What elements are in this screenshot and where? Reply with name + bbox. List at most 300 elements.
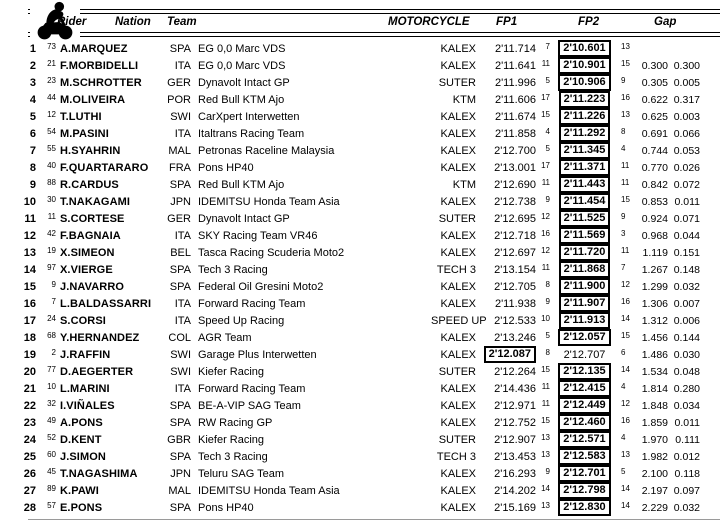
position-cell: 28 [23,502,36,514]
rider-name-cell: A.MARQUEZ [60,43,128,55]
gap-to-prev-cell: 0.072 [673,179,700,191]
best-lap-time: 2'11.913 [559,312,611,329]
motorcycle-cell: KALEX [440,162,476,174]
gap-to-prev-cell: 0.111 [675,434,700,446]
table-row [0,228,722,245]
rider-number-cell: 40 [47,160,56,170]
lap-time: 2'12.707 [563,349,606,361]
rider-name-cell: D.KENT [60,434,102,446]
table-row [0,313,722,330]
team-cell: EG 0,0 Marc VDS [198,43,286,55]
fp1-time-cell [476,211,536,228]
rider-name-cell: F.BAGNAIA [60,230,121,242]
position-cell: 19 [23,349,36,361]
rider-name-cell: S.CORTESE [60,213,125,225]
lap-time: 2'11.641 [494,60,536,72]
lap-time: 2'14.436 [494,383,536,395]
rider-number-cell: 49 [47,415,56,425]
fp2-time-cell [551,483,618,500]
gap-to-prev-cell: 0.012 [673,451,700,463]
table-row [0,41,722,58]
gap-to-first-cell: 1.982 [641,451,668,463]
team-cell: Garage Plus Interwetten [198,349,317,361]
nation-cell: BEL [170,247,191,259]
fp2-time-cell [551,143,618,160]
table-row [0,177,722,194]
motorcycle-cell: KALEX [440,60,476,72]
gap-to-first-cell: 1.814 [641,383,668,395]
nation-cell: SWI [170,366,191,378]
rider-name-cell: R.CARDUS [60,179,119,191]
fp2-lap-cell: 5 [621,466,626,476]
position-cell: 1 [29,43,36,55]
team-cell: Federal Oil Gresini Moto2 [198,281,324,293]
fp2-lap-cell: 14 [621,313,630,323]
position-cell: 7 [29,145,36,157]
motorcycle-cell: SUTER [438,434,476,446]
column-header-nation: Nation [115,16,151,28]
position-cell: 26 [23,468,36,480]
rider-name-cell: T.NAGASHIMA [60,468,138,480]
rider-number-cell: 88 [47,177,56,187]
fp2-time-cell [551,449,618,466]
fp1-lap-cell: 15 [541,364,550,374]
table-row [0,143,722,160]
fp1-lap-cell: 15 [541,109,550,119]
fp1-time-cell [476,398,536,415]
lap-time: 2'11.606 [494,94,536,106]
gap-to-first-cell: 1.848 [641,400,668,412]
column-header-rider: Rider [57,16,87,28]
motorcycle-cell: KALEX [440,485,476,497]
fp2-time-cell [551,347,618,364]
table-row [0,211,722,228]
rider-name-cell: M.SCHROTTER [60,77,142,89]
best-lap-time: 2'10.601 [558,40,610,57]
gap-to-first-cell: 0.853 [641,196,668,208]
table-row [0,194,722,211]
table-row [0,449,722,466]
gap-to-first-cell: 0.924 [641,213,668,225]
fp2-time-cell [551,415,618,432]
lap-time: 2'11.674 [494,111,536,123]
results-rows [0,41,722,517]
fp1-lap-cell: 8 [545,279,550,289]
fp1-time-cell [476,177,536,194]
best-lap-time: 2'11.907 [559,295,611,312]
fp2-time-cell [551,160,618,177]
motorcycle-cell: KALEX [440,349,476,361]
best-lap-time: 2'11.345 [559,142,611,159]
table-row [0,75,722,92]
position-cell: 15 [23,281,36,293]
fp1-lap-cell: 11 [541,381,550,391]
team-cell: BE-A-VIP SAG Team [198,400,301,412]
nation-cell: ITA [174,315,191,327]
top-double-rule [28,9,720,14]
fp1-lap-cell: 17 [541,160,550,170]
fp1-time-cell [476,449,536,466]
team-cell: RW Racing GP [198,417,273,429]
gap-to-first-cell: 2.100 [641,468,668,480]
fp1-time-cell [476,194,536,211]
fp1-time-cell [476,92,536,109]
nation-cell: SPA [169,400,191,412]
best-lap-time: 2'12.087 [484,346,536,363]
fp2-lap-cell: 12 [621,279,630,289]
position-cell: 4 [29,94,36,106]
motorcycle-cell: KALEX [440,400,476,412]
nation-cell: SPA [169,43,191,55]
gap-to-first-cell: 2.229 [641,502,668,514]
gap-to-prev-cell: 0.048 [673,366,700,378]
table-row [0,483,722,500]
table-row [0,398,722,415]
fp2-lap-cell: 4 [621,381,626,391]
fp1-lap-cell: 12 [541,245,550,255]
fp2-lap-cell: 6 [621,347,626,357]
fp1-lap-cell: 15 [541,415,550,425]
fp2-time-cell [551,262,618,279]
rider-name-cell: F.MORBIDELLI [60,60,139,72]
team-cell: Pons HP40 [198,502,254,514]
rider-name-cell: T.NAKAGAMI [60,196,131,208]
motorcycle-cell: KALEX [440,502,476,514]
position-cell: 25 [23,451,36,463]
fp1-lap-cell: 9 [545,194,550,204]
nation-cell: SPA [169,417,191,429]
gap-to-prev-cell: 0.030 [673,349,700,361]
rider-name-cell: X.VIERGE [60,264,113,276]
position-cell: 20 [23,366,36,378]
position-cell: 8 [29,162,36,174]
gap-to-first-cell: 1.267 [641,264,668,276]
team-cell: Petronas Raceline Malaysia [198,145,335,157]
fp2-lap-cell: 4 [621,432,626,442]
fp2-time-cell [551,364,618,381]
fp1-lap-cell: 13 [541,500,550,510]
fp2-time-cell [551,330,618,347]
fp1-time-cell [476,143,536,160]
gap-to-prev-cell: 0.148 [673,264,700,276]
fp2-lap-cell: 11 [621,245,630,255]
fp2-lap-cell: 14 [621,483,630,493]
fp1-lap-cell: 5 [545,143,550,153]
lap-time: 2'12.705 [494,281,536,293]
fp1-lap-cell: 17 [541,92,550,102]
fp2-lap-cell: 12 [621,398,630,408]
position-cell: 11 [24,213,36,225]
gap-to-first-cell: 0.305 [641,77,668,89]
rider-number-cell: 9 [51,279,56,289]
best-lap-time: 2'11.525 [559,210,611,227]
position-cell: 14 [23,264,36,276]
rider-number-cell: 11 [47,211,56,221]
motorcycle-cell: TECH 3 [436,264,476,276]
nation-cell: SPA [169,281,191,293]
nation-cell: COL [168,332,191,344]
lap-time: 2'12.264 [494,366,536,378]
rider-number-cell: 97 [47,262,56,272]
position-cell: 10 [23,196,36,208]
fp2-time-cell [551,109,618,126]
team-cell: CarXpert Interwetten [198,111,300,123]
team-cell: Forward Racing Team [198,383,306,395]
gap-to-prev-cell: 0.003 [673,111,700,123]
rider-name-cell: A.PONS [60,417,103,429]
team-cell: EG 0,0 Marc VDS [198,60,286,72]
nation-cell: ITA [174,60,191,72]
table-row [0,296,722,313]
best-lap-time: 2'11.900 [559,278,611,295]
gap-to-first-cell: 0.770 [641,162,668,174]
position-cell: 9 [29,179,36,191]
lap-time: 2'13.246 [494,332,536,344]
gap-to-prev-cell: 0.026 [673,162,700,174]
fp2-time-cell [551,126,618,143]
team-cell: Teluru SAG Team [198,468,285,480]
motorcycle-cell: SUTER [438,366,476,378]
rider-number-cell: 23 [47,75,56,85]
motorcycle-cell: KALEX [440,128,476,140]
fp1-time-cell [476,483,536,500]
lap-time: 2'13.154 [494,264,536,276]
rider-number-cell: 30 [47,194,56,204]
gap-to-prev-cell: 0.144 [673,332,700,344]
gap-to-prev-cell: 0.032 [673,502,700,514]
team-cell: Pons HP40 [198,162,254,174]
fp1-time-cell [476,432,536,449]
team-cell: Red Bull KTM Ajo [198,94,285,106]
nation-cell: GER [167,213,191,225]
gap-to-prev-cell: 0.053 [673,145,700,157]
table-row [0,109,722,126]
rider-name-cell: X.SIMEON [60,247,115,259]
fp2-lap-cell: 3 [621,228,626,238]
rider-name-cell: T.LUTHI [60,111,102,123]
rider-number-cell: 44 [47,92,56,102]
fp1-lap-cell: 12 [541,211,550,221]
nation-cell: JPN [170,468,191,480]
rider-number-cell: 68 [47,330,56,340]
nation-cell: SPA [169,451,191,463]
fp1-time-cell [476,75,536,92]
fp2-time-cell [551,211,618,228]
fp2-time-cell [551,58,618,75]
gap-to-first-cell: 1.970 [641,434,668,446]
lap-time: 2'14.202 [494,485,536,497]
gap-to-prev-cell: 0.005 [673,77,700,89]
gap-to-prev-cell: 0.317 [673,94,700,106]
position-cell: 21 [23,383,36,395]
motorcycle-cell: KALEX [440,230,476,242]
best-lap-time: 2'12.415 [558,380,610,397]
gap-to-first-cell: 0.691 [641,128,668,140]
rider-number-cell: 19 [47,245,56,255]
rider-number-cell: 24 [47,313,56,323]
fp1-lap-cell: 11 [541,177,550,187]
best-lap-time: 2'12.460 [558,414,610,431]
rider-number-cell: 42 [47,228,56,238]
fp2-lap-cell: 11 [621,177,630,187]
fp1-lap-cell: 10 [541,313,550,323]
motorcycle-cell: SPEED UP [431,315,487,327]
position-cell: 24 [23,434,36,446]
fp1-lap-cell: 11 [541,398,550,408]
fp1-lap-cell: 9 [545,296,550,306]
position-cell: 17 [23,315,36,327]
fp2-time-cell [551,381,618,398]
motorcycle-cell: KTM [452,179,476,191]
table-row [0,415,722,432]
header-double-rule [28,32,720,37]
table-row [0,347,722,364]
nation-cell: ITA [174,298,191,310]
rider-name-cell: M.PASINI [60,128,109,140]
best-lap-time: 2'10.906 [558,74,610,91]
table-row [0,58,722,75]
fp1-time-cell [476,58,536,75]
rider-name-cell: K.PAWI [60,485,99,497]
rider-number-cell: 45 [47,466,56,476]
position-cell: 6 [29,128,36,140]
position-cell: 2 [29,60,36,72]
lap-time: 2'11.938 [494,298,536,310]
gap-to-first-cell: 0.842 [641,179,668,191]
fp1-lap-cell: 13 [541,449,550,459]
lap-time: 2'11.996 [494,77,536,89]
gap-to-first-cell: 0.622 [641,94,668,106]
best-lap-time: 2'11.443 [559,176,611,193]
fp2-lap-cell: 13 [621,109,630,119]
team-cell: IDEMITSU Honda Team Asia [198,485,340,497]
rider-name-cell: I.VIÑALES [60,400,115,412]
lap-time: 2'11.858 [494,128,536,140]
nation-cell: SWI [170,349,191,361]
nation-cell: SPA [169,502,191,514]
bottom-rule [28,519,720,520]
lap-time: 2'16.293 [494,468,536,480]
table-row [0,262,722,279]
gap-to-first-cell: 1.486 [641,349,668,361]
gap-to-prev-cell: 0.011 [674,417,700,429]
fp2-time-cell [551,92,618,109]
lap-time: 2'12.533 [494,315,536,327]
fp2-lap-cell: 16 [621,92,630,102]
gap-to-prev-cell: 0.118 [674,468,700,480]
fp2-time-cell [551,75,618,92]
nation-cell: GBR [167,434,191,446]
best-lap-time: 2'11.868 [559,261,611,278]
gap-to-first-cell: 1.306 [641,298,668,310]
fp1-time-cell [476,364,536,381]
table-row [0,330,722,347]
rider-number-cell: 54 [47,126,56,136]
rider-name-cell: S.CORSI [60,315,106,327]
fp2-lap-cell: 8 [621,126,626,136]
position-cell: 12 [23,230,36,242]
gap-to-prev-cell: 0.280 [673,383,700,395]
best-lap-time: 2'11.720 [559,244,611,261]
rider-number-cell: 57 [47,500,56,510]
best-lap-time: 2'12.798 [558,482,610,499]
gap-to-prev-cell: 0.151 [673,247,700,259]
fp1-lap-cell: 5 [545,330,550,340]
motorcycle-cell: KALEX [440,468,476,480]
fp2-time-cell [551,194,618,211]
position-cell: 23 [23,417,36,429]
team-cell: Kiefer Racing [198,434,265,446]
fp1-lap-cell: 8 [545,347,550,357]
position-cell: 5 [29,111,36,123]
fp1-lap-cell: 11 [541,262,550,272]
lap-time: 2'15.169 [494,502,536,514]
motorcycle-cell: SUTER [438,77,476,89]
lap-time: 2'12.690 [494,179,536,191]
team-cell: Kiefer Racing [198,366,265,378]
team-cell: IDEMITSU Honda Team Asia [198,196,340,208]
motorcycle-cell: KALEX [440,298,476,310]
gap-to-prev-cell: 0.044 [673,230,700,242]
nation-cell: MAL [168,485,191,497]
gap-to-prev-cell: 0.007 [673,298,700,310]
table-row [0,381,722,398]
rider-name-cell: L.BALDASSARRI [60,298,152,310]
team-cell: Dynavolt Intact GP [198,213,290,225]
rider-number-cell: 60 [47,449,56,459]
fp2-time-cell [551,500,618,517]
rider-name-cell: J.RAFFIN [60,349,111,361]
fp1-time-cell [476,313,536,330]
fp1-lap-cell: 11 [541,58,550,68]
motorcycle-cell: KALEX [440,111,476,123]
fp1-lap-cell: 7 [545,41,550,51]
team-cell: Forward Racing Team [198,298,306,310]
gap-to-first-cell: 1.299 [641,281,668,293]
gap-to-prev-cell [668,41,700,58]
fp2-time-cell [551,398,618,415]
nation-cell: JPN [170,196,191,208]
lap-time: 2'12.907 [494,434,536,446]
fp2-time-cell [551,432,618,449]
gap-to-first-cell: 0.744 [641,145,668,157]
nation-cell: SPA [169,179,191,191]
gap-to-prev-cell: 0.032 [673,281,700,293]
gap-to-first-cell: 1.859 [641,417,668,429]
lap-time: 2'11.714 [494,43,536,55]
motorcycle-cell: KTM [452,94,476,106]
nation-cell: ITA [174,128,191,140]
fp1-time-cell [476,245,536,262]
lap-time: 2'12.697 [494,247,536,259]
table-row [0,279,722,296]
fp2-lap-cell: 4 [621,143,626,153]
motorcycle-cell: KALEX [440,281,476,293]
fp2-lap-cell: 7 [621,262,626,272]
motorcycle-cell: TECH 3 [436,451,476,463]
team-cell: AGR Team [198,332,252,344]
column-header-motorcycle: MOTORCYCLE [388,16,470,28]
fp1-time-cell [476,228,536,245]
team-cell: Tasca Racing Scuderia Moto2 [198,247,345,259]
table-row [0,126,722,143]
gap-to-prev-cell: 0.066 [673,128,700,140]
fp2-time-cell [551,313,618,330]
rider-number-cell: 10 [47,381,56,391]
gap-to-prev-cell: 0.034 [673,400,700,412]
fp1-lap-cell: 5 [545,75,550,85]
rider-number-cell: 12 [47,109,56,119]
